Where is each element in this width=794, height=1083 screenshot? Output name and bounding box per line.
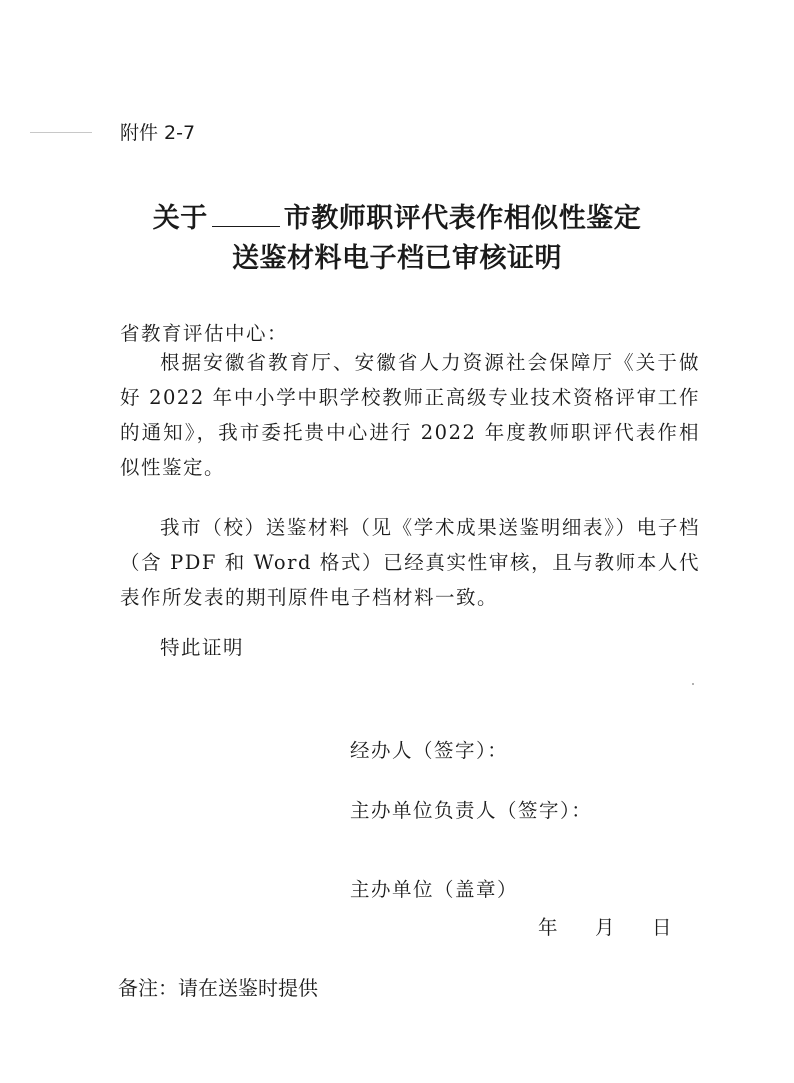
title-line-1: [0, 196, 794, 235]
footnote: 备注：请在送鉴时提供: [118, 976, 318, 1000]
scan-artifact-dot: [692, 683, 694, 685]
date-line: [538, 912, 673, 940]
seal-label: 主办单位（盖章）: [350, 878, 519, 901]
title-suffix: 市教师职评代表作相似性鉴定: [283, 203, 642, 234]
scan-artifact-line: [30, 132, 92, 133]
attachment-label: 附件 2-7: [120, 122, 196, 144]
salutation: 省教育评估中心：: [120, 322, 289, 345]
date-day: 日: [652, 916, 674, 939]
leader-signature-label: 主办单位负责人（签字）：: [350, 799, 593, 822]
city-blank: [212, 200, 280, 227]
title-line-2: 送鉴材料电子档已审核证明: [232, 243, 562, 274]
handler-signature-label: 经办人（签字）：: [350, 739, 509, 762]
date-year: 年: [538, 916, 560, 939]
title-prefix: 关于: [152, 203, 208, 234]
paragraph-1: 根据安徽省教育厅、安徽省人力资源社会保障厅《关于做好 2022 年中小学中职学校教师正高级专业技术资格评审工作的通知》，我市委托贵中心进行 2022 年度教师职评代表作相似性鉴定。: [120, 351, 700, 479]
paragraph-2: 我市（校）送鉴材料（见《学术成果送鉴明细表》）电子档（含 PDF 和 Word 格式）已经真实性审核，且与教师本人代表作所发表的期刊原件电子档材料一致。: [120, 516, 700, 609]
certify-statement: 特此证明: [160, 636, 245, 659]
date-month: 月: [595, 916, 617, 939]
